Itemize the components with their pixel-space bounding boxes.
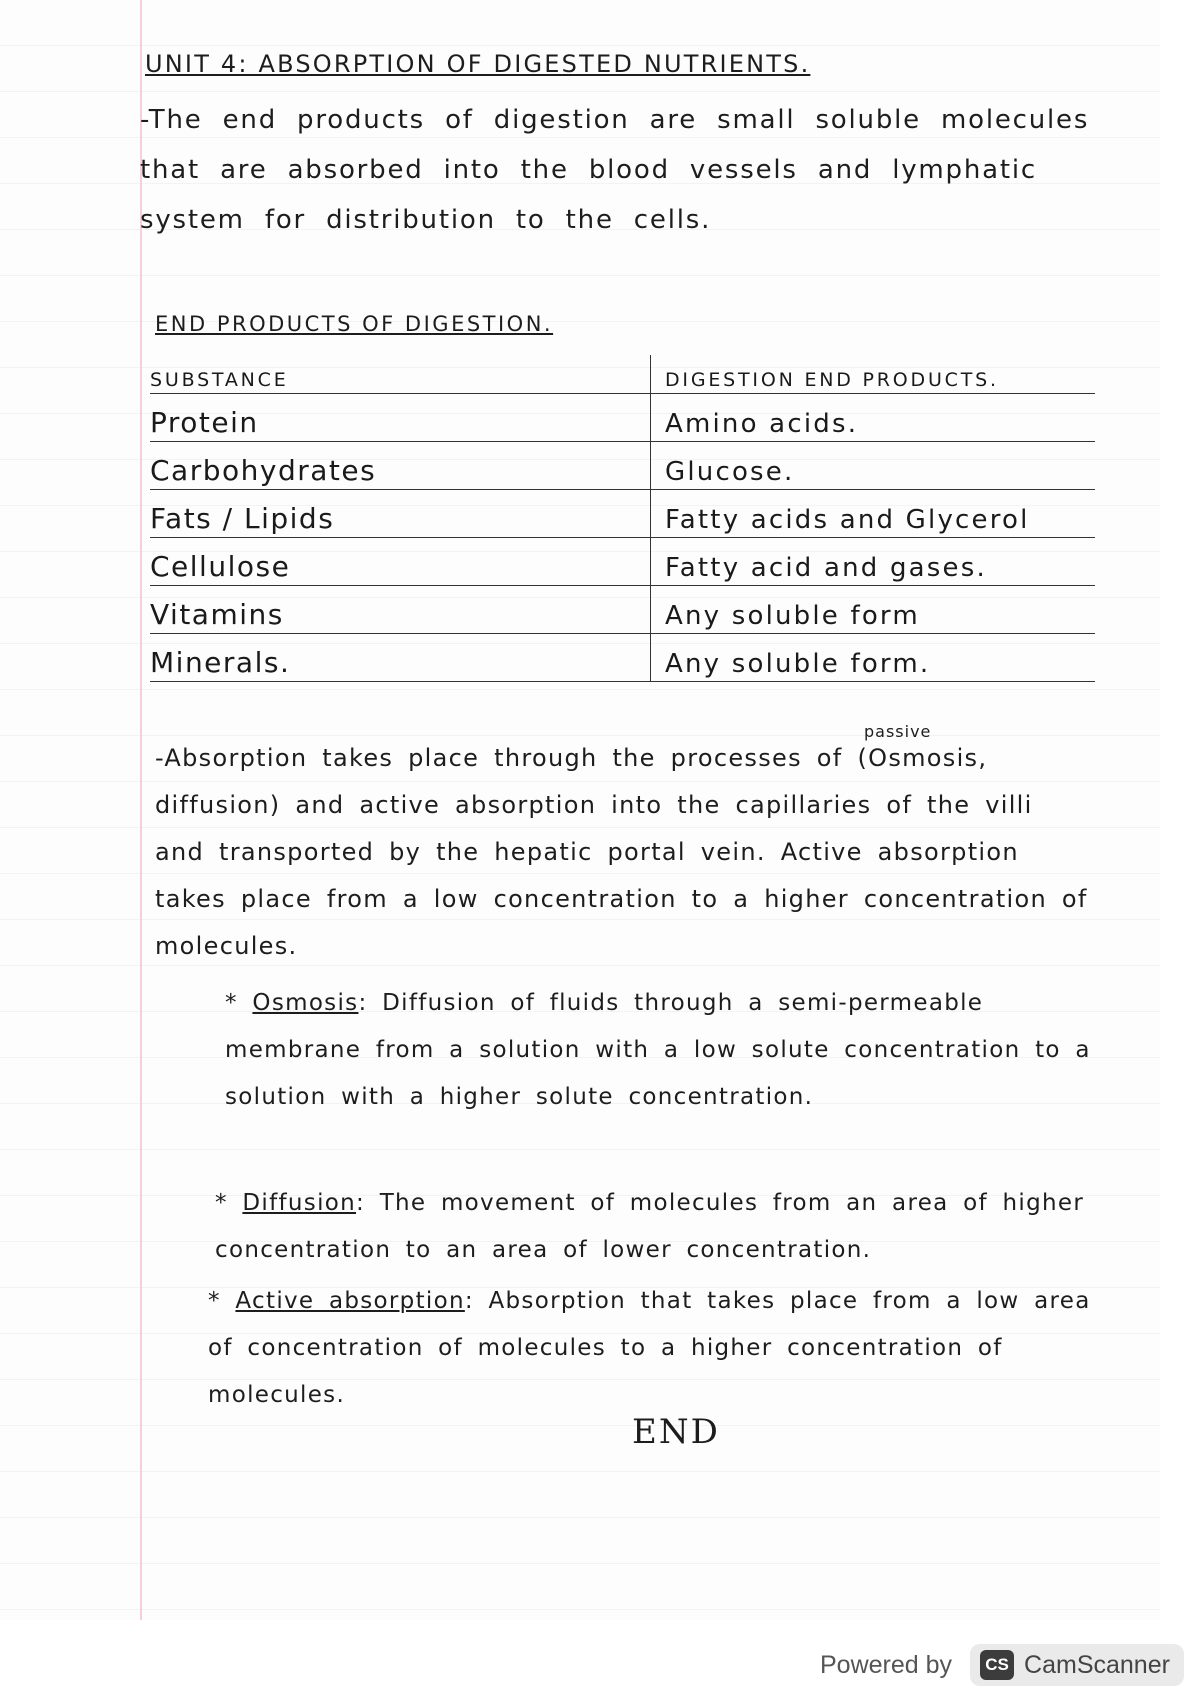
table-row (150, 634, 1095, 682)
absorption-paragraph: -Absorption takes place through the processes of (Osmosis, diffusion) and active absorption into the capillaries of the villi and transported by the hepatic portal vein. Active absorption takes place from a low concentration to a higher concentration of molecules. (155, 744, 1088, 960)
definition-term: Osmosis (252, 990, 359, 1016)
powered-by-label: Powered by (820, 1650, 953, 1679)
table-header-row (150, 355, 1095, 394)
bullet-star-icon: * (225, 990, 253, 1016)
table-row (150, 490, 1095, 538)
definition-text: : Absorption that takes place from a low area of concentration of molecules to a higher concentration of molecules. (208, 1288, 1091, 1408)
substance-cell: Minerals. (150, 646, 291, 679)
products-cell: Any soluble form (650, 586, 1095, 633)
camscanner-logo-icon: CS (980, 1650, 1014, 1680)
substance-cell: Carbohydrates (150, 454, 377, 487)
substance-cell: Protein (150, 406, 259, 439)
substance-cell: Vitamins (150, 598, 284, 631)
definition-active-absorption (208, 1278, 1095, 1419)
definition-diffusion (215, 1180, 1095, 1274)
definition-term: Active absorption (235, 1288, 465, 1314)
header-products: DIGESTION END PRODUCTS. (650, 355, 1095, 393)
table-row (150, 394, 1095, 442)
camscanner-brand: CamScanner (1024, 1650, 1170, 1679)
definition-text: : Diffusion of fluids through a semi-permeable membrane from a solution with a low solute concentration to a solution with a higher solute concentration. (225, 990, 1091, 1110)
bullet-star-icon: * (208, 1288, 236, 1314)
end-mark: END (632, 1412, 720, 1452)
table-title: END PRODUCTS OF DIGESTION. (155, 312, 554, 336)
camscanner-watermark (820, 1640, 1184, 1690)
definition-term: Diffusion (242, 1190, 357, 1216)
definition-osmosis (225, 980, 1095, 1121)
substance-cell: Fats / Lipids (150, 502, 335, 535)
header-substance: SUBSTANCE (150, 369, 289, 391)
table-row (150, 586, 1095, 634)
products-cell: Amino acids. (650, 394, 1095, 441)
products-cell: Glucose. (650, 442, 1095, 489)
intro-paragraph: -The end products of digestion are small soluble molecules that are absorbed into the blood vessels and lymphatic system for distribution to the cells. (140, 105, 1090, 235)
camscanner-badge (970, 1644, 1184, 1686)
table-row (150, 538, 1095, 586)
products-cell: Fatty acid and gases. (650, 538, 1095, 585)
products-cell: Any soluble form. (650, 634, 1095, 681)
table-row (150, 442, 1095, 490)
products-cell: Fatty acids and Glycerol (650, 490, 1095, 537)
substance-cell: Cellulose (150, 550, 291, 583)
unit-heading: UNIT 4: ABSORPTION OF DIGESTED NUTRIENTS. (145, 50, 811, 78)
end-products-table (150, 355, 1095, 682)
inserted-word-passive: passive (864, 722, 932, 741)
bullet-star-icon: * (215, 1190, 243, 1216)
definition-text: : The movement of molecules from an area of higher concentration to an area of lower concentration. (215, 1190, 1085, 1263)
